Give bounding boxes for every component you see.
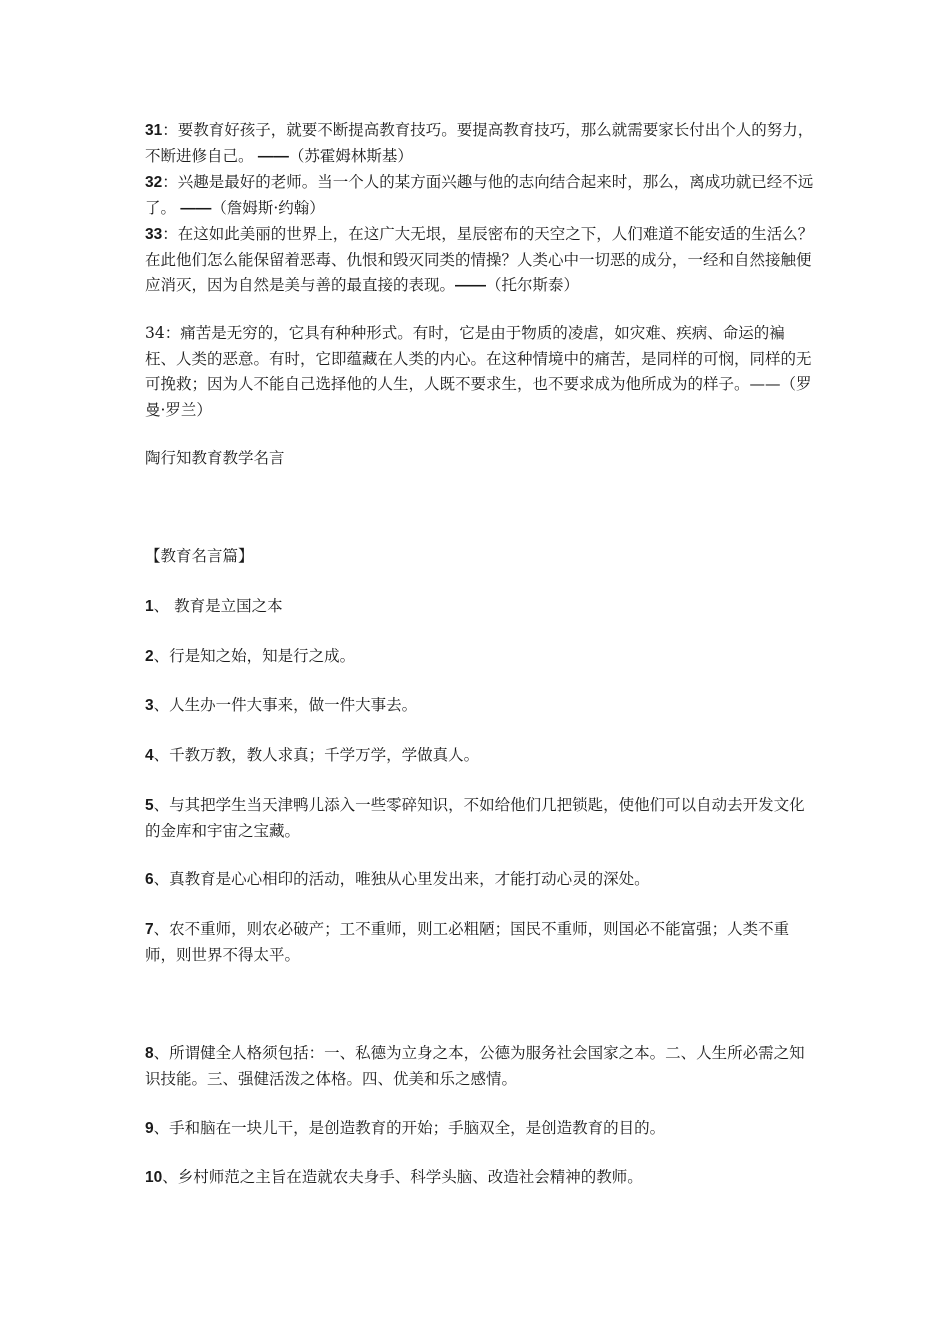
list-item: 10、乡村师范之主旨在造就农夫身手、科学头脑、改造社会精神的教师。 [145, 1168, 643, 1186]
list-item: 9、手和脑在一块儿干，是创造教育的开始；手脑双全，是创造教育的目的。 [145, 1119, 666, 1137]
list-item: 1、 教育是立国之本 [145, 597, 283, 615]
list-item: 6、真教育是心心相印的活动，唯独从心里发出来，才能打动心灵的深处。 [145, 870, 650, 888]
quote-text: 兴趣是最好的老师。当一个人的某方面兴趣与他的志向结合起来时，那么，离成功就已经不远了。 [145, 173, 814, 217]
list-item: 7、农不重师，则农必破产；工不重师，则工必粗陋；国民不重师，则国必不能富强；人类不重师，则世界不得太平。 [145, 920, 790, 964]
quote-author: （苏霍姆林斯基） [288, 146, 413, 165]
list-item: 3、人生办一件大事来，做一件大事去。 [145, 696, 418, 714]
quote-31: 31：要教育好孩子，就要不断提高教育技巧。要提高教育技巧，那么就需要家长付出个人的努力，不断进修自己。 ——（苏霍姆林斯基） [145, 121, 814, 165]
quote-32: 32：兴趣是最好的老师。当一个人的某方面兴趣与他的志向结合起来时，那么，离成功就已经不远了。 ——（詹姆斯·约翰） [145, 173, 814, 217]
section-title: 【教育名言篇】 [145, 547, 254, 565]
list-item: 8、所谓健全人格须包括：一、私德为立身之本，公德为服务社会国家之本。二、人生所必需之知识技能。三、强健活泼之体格。四、优美和乐之感情。 [145, 1044, 805, 1088]
list-item: 5、与其把学生当天津鸭儿添入一些零碎知识，不如给他们几把锁匙，使他们可以自动去开发文化的金库和宇宙之宝藏。 [145, 796, 805, 840]
quote-33: 33：在这如此美丽的世界上，在这广大无垠，星辰密布的天空之下，人们难道不能安适的生活么？在此他们怎么能保留着恶毒、仇恨和毁灭同类的情操？人类心中一切恶的成分，一经和自然接触便应消灭，因为自然是美与善的最直接的表现。——（托尔斯泰） [145, 225, 814, 294]
quote-text: 在这如此美丽的世界上，在这广大无垠，星辰密布的天空之下，人们难道不能安适的生活么？在此他们怎么能保留着恶毒、仇恨和毁灭同类的情操？人类心中一切恶的成分，一经和自然接触便应消灭，因为自然是美与善的最直接的表现。 [145, 225, 814, 294]
page-heading: 陶行知教育教学名言 [145, 449, 285, 467]
quote-text: 要教育好孩子，就要不断提高教育技巧。要提高教育技巧，那么就需要家长付出个人的努力，不断进修自己。 [145, 121, 814, 165]
quote-number: 33 [145, 226, 163, 243]
quote-34: 34：痛苦是无穷的，它具有种种形式。有时，它是由于物质的凌虐，如灾难、疾病、命运的褊枉、人类的恶意。有时，它即蕴藏在人类的内心。在这种情境中的痛苦，是同样的可悯，同样的无可挽救；因为人不能自己选择他的人生，人既不要求生，也不要求成为他所成为的样子。——（罗曼·罗兰） [145, 324, 812, 419]
quote-author: （托尔斯泰） [486, 276, 580, 294]
quote-number: 31 [145, 122, 163, 139]
list-item: 4、千教万教，教人求真；千学万学，学做真人。 [145, 746, 480, 764]
quote-number: 32 [145, 174, 163, 191]
quote-author: （詹姆斯·约翰） [211, 198, 325, 217]
list-item: 2、行是知之始，知是行之成。 [145, 647, 356, 665]
